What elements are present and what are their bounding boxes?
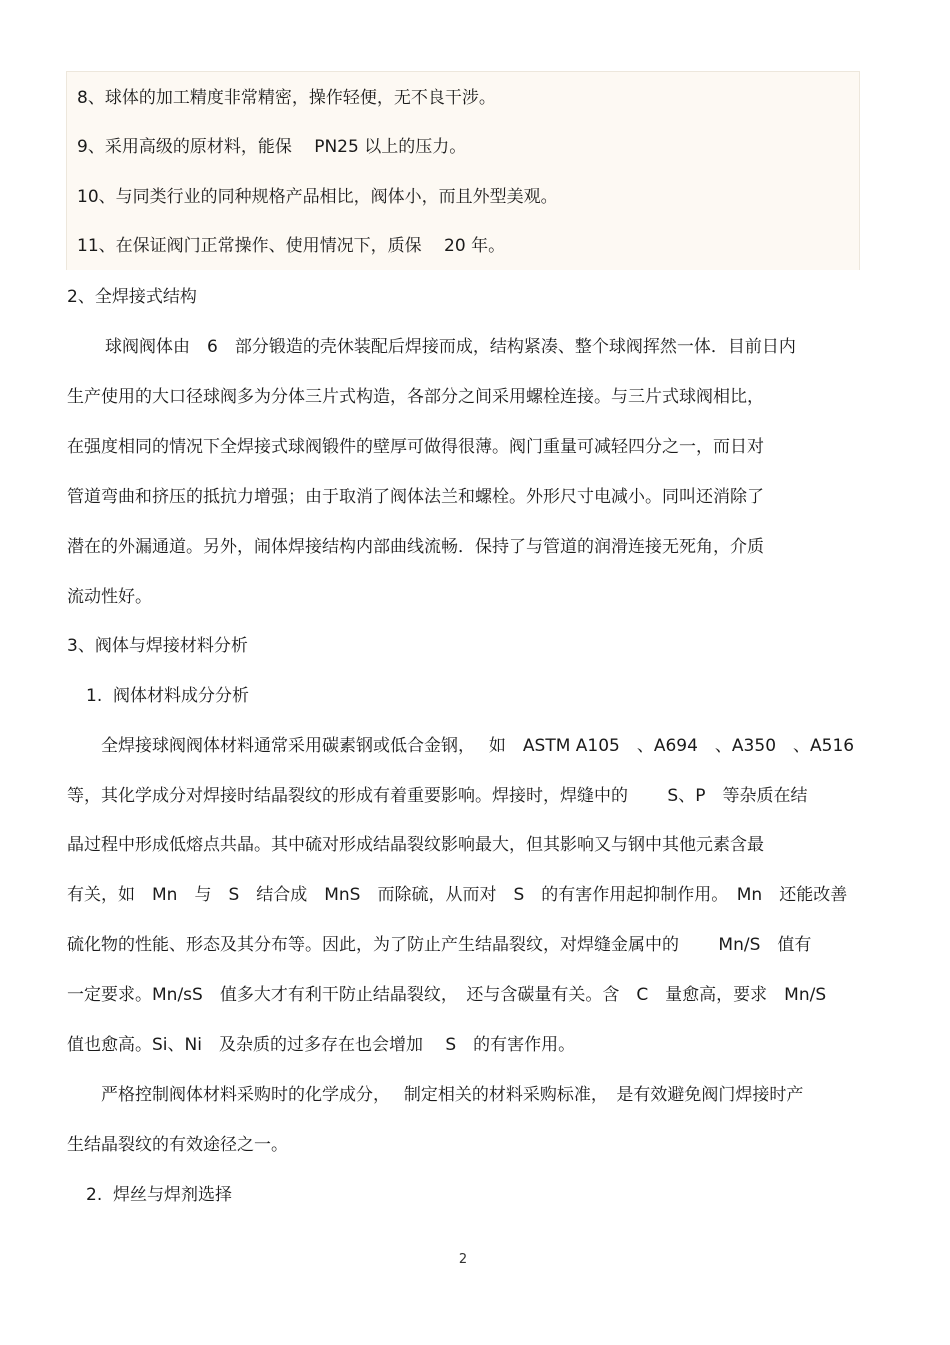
list-item: 10、与同类行业的同种规格产品相比，阀体小，而且外型美观。 — [77, 187, 558, 207]
paragraph-line: 球阀阀体由 6 部分锻造的壳休装配后焊接而成，结构紧凑、整个球阀挥然一体．目前日内 — [88, 337, 796, 357]
paragraph-line: 硫化物的性能、形态及其分布等。因此，为了防止产生结晶裂纹，对焊缝金属中的 Mn/S 值有 — [67, 935, 812, 955]
section-heading: 2、全焊接式结构 — [67, 287, 197, 307]
subsection-heading: 1. 阀体材料成分分析 — [86, 686, 250, 706]
page-number: 2 — [458, 1252, 468, 1267]
paragraph-line: 一定要求。Mn/sS 值多大才有利干防止结晶裂纹， 还与含碳量有关。含 C 量愈高，要求 Mn/S — [67, 985, 827, 1005]
paragraph-line: 晶过程中形成低熔点共晶。其中硫对形成结晶裂纹影响最大，但其影响又与钢中其他元素含最 — [67, 835, 764, 855]
paragraph-line: 全焊接球阀阀体材料通常采用碳素钢或低合金钢， 如 ASTM A105 、A694 、A350 、A516 — [101, 736, 855, 756]
paragraph-line: 严格控制阀体材料采购时的化学成分， 制定相关的材料采购标准， 是有效避免阀门焊接时产 — [101, 1085, 804, 1105]
list-item: 9、采用高级的原材料，能保 PN25 以上的压力。 — [77, 137, 467, 157]
paragraph-line: 值也愈高。Si、Ni 及杂质的过多存在也会增加 S 的有害作用。 — [67, 1035, 576, 1055]
paragraph-line: 流动性好。 — [67, 587, 152, 607]
list-item: 8、球体的加工精度非常精密，操作轻便，无不良干涉。 — [77, 88, 496, 108]
paragraph-line: 有关，如 Mn 与 S 结合成 MnS 而除硫，从而对 S 的有害作用起抑制作用。 Mn 还能改善 — [67, 885, 848, 905]
paragraph-line: 管道弯曲和挤压的抵抗力增强；由于取消了阀体法兰和螺栓。外形尺寸电减小。同叫还消除了 — [67, 487, 764, 507]
paragraph-line: 潜在的外漏通道。另外，闹体焊接结构内部曲线流畅．保持了与管道的润滑连接无死角，介质 — [67, 537, 764, 557]
list-item: 11、在保证阀门正常操作、使用情况下，质保 20 年。 — [77, 236, 506, 256]
section-heading: 3、阀体与焊接材料分析 — [67, 636, 248, 656]
paragraph-line: 生产使用的大口径球阀多为分体三片式构造，各部分之间采用螺栓连接。与三片式球阀相比， — [67, 387, 764, 407]
paragraph-line: 生结晶裂纹的有效途径之一。 — [67, 1135, 288, 1155]
paragraph-line: 等，其化学成分对焊接时结晶裂纹的形成有着重要影响。焊接时，焊缝中的 S、P 等杂质在结 — [67, 786, 808, 806]
paragraph-line: 在强度相同的情况下全焊接式球阀锻件的壁厚可做得很薄。阀门重量可减轻四分之一，而日对 — [67, 437, 764, 457]
subsection-heading: 2. 焊丝与焊剂选择 — [86, 1185, 233, 1205]
